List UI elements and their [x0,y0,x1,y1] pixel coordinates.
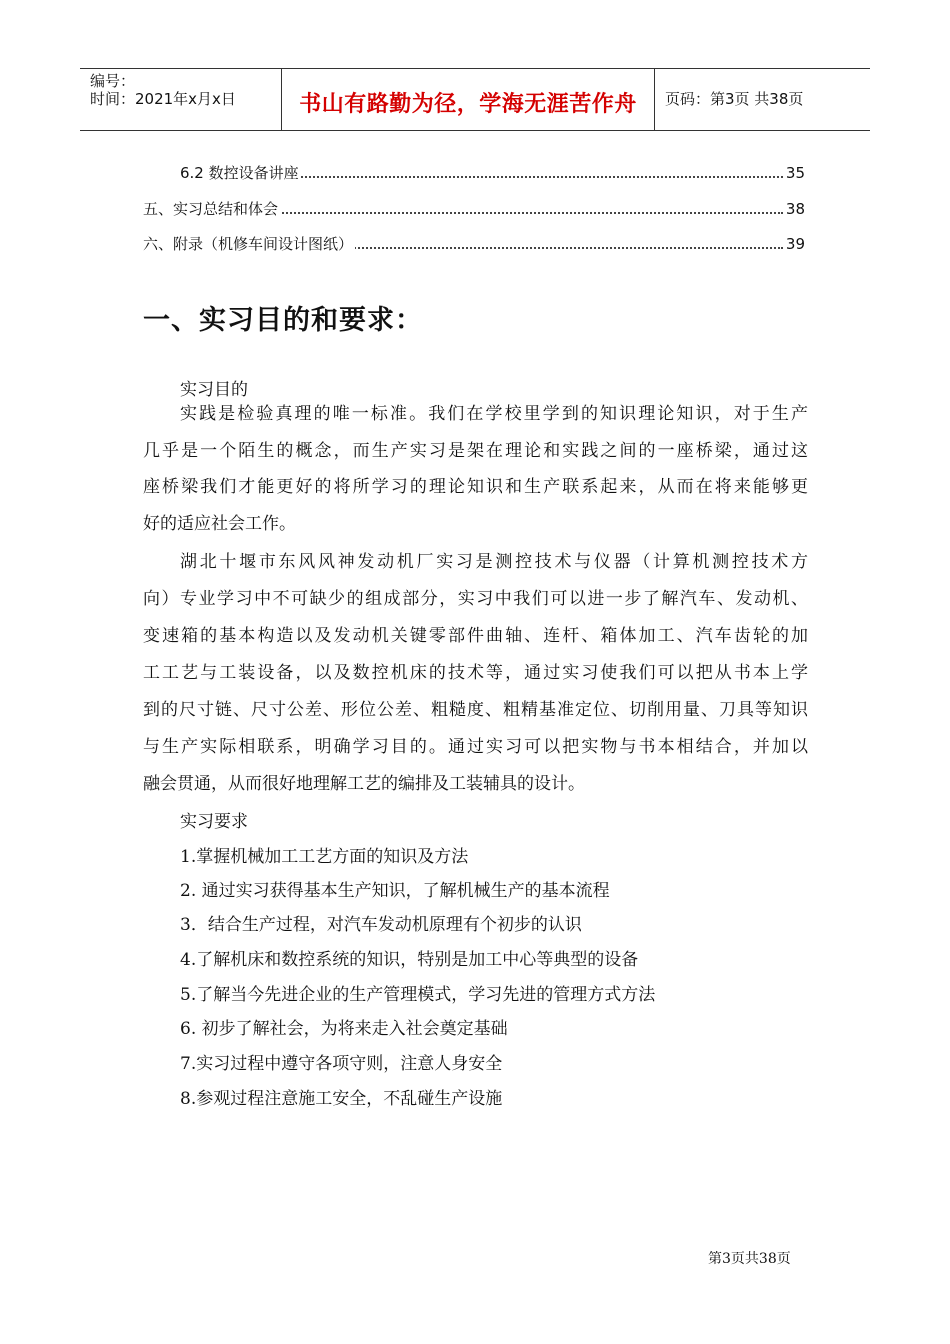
requirement-item: 1.掌握机械加工工艺方面的知识及方法 [180,847,469,867]
paragraph-line: 变速箱的基本构造以及发动机关键零部件曲轴、连杆、箱体加工、汽车齿轮的加 [143,626,808,646]
toc-page: 35 [785,164,805,182]
requirement-item: 8.参观过程注意施工安全，不乱碰生产设施 [180,1089,503,1109]
toc-entry[interactable] [143,233,805,255]
paragraph-line: 与生产实际相联系，明确学习目的。通过实习可以把实物与书本相结合，并加以 [143,737,808,757]
toc-title: 五、实习总结和体会 [143,200,279,218]
page-header [80,68,870,131]
requirement-item: 6. 初步了解社会，为将来走入社会奠定基础 [180,1019,508,1039]
paragraph-line: 到的尺寸链、尺寸公差、形位公差、粗糙度、粗精基准定位、切削用量、刀具等知识 [143,700,808,720]
section-title: 一、实习目的和要求： [143,305,423,336]
requirement-item: 4.了解机床和数控系统的知识，特别是加工中心等典型的设备 [180,950,639,970]
motto: 书山有路勤为径，学海无涯苦作舟 [299,92,637,117]
toc-entry[interactable] [180,162,805,184]
requirement-item: 2. 通过实习获得基本生产知识，了解机械生产的基本流程 [180,881,610,901]
header-meta-cell [80,69,282,130]
toc-entry[interactable] [143,198,805,220]
paragraph-line: 融会贯通，从而很好地理解工艺的编排及工装辅具的设计。 [143,774,585,794]
toc-page: 38 [785,200,805,218]
page-label: 页码：第3页 共38页 [665,90,804,108]
date-label: 时间：2021年x月x日 [90,90,236,108]
header-page-cell [655,69,870,130]
paragraph-line: 湖北十堰市东风风神发动机厂实习是测控技术与仪器（计算机测控技术方 [180,552,808,572]
toc-title: 6.2 数控设备讲座 [180,164,299,182]
requirement-item: 7.实习过程中遵守各项守则，注意人身安全 [180,1054,503,1074]
toc-title: 六、附录（机修车间设计图纸） [143,235,354,253]
requirement-item: 5.了解当今先进企业的生产管理模式，学习先进的管理方式方法 [180,985,656,1005]
requirement-item: 3．结合生产过程，对汽车发动机原理有个初步的认识 [180,915,582,935]
number-label: 编号： [90,72,136,90]
paragraph-line: 工工艺与工装设备，以及数控机床的技术等，通过实习使我们可以把从书本上学 [143,663,808,683]
requirements-heading: 实习要求 [180,812,248,832]
page-footer: 第3页共38页 [708,1251,791,1267]
paragraph-line: 实践是检验真理的唯一标准。我们在学校里学到的知识理论知识，对于生产 [180,404,808,424]
purpose-heading: 实习目的 [180,380,248,400]
paragraph-line: 几乎是一个陌生的概念，而生产实习是架在理论和实践之间的一座桥梁，通过这 [143,441,808,461]
header-motto-cell [282,69,655,130]
toc-page: 39 [785,235,805,253]
paragraph-line: 座桥梁我们才能更好的将所学习的理论知识和生产联系起来，从而在将来能够更 [143,477,808,497]
paragraph-line: 好的适应社会工作。 [143,514,296,534]
paragraph-line: 向）专业学习中不可缺少的组成部分，实习中我们可以进一步了解汽车、发动机、 [143,589,808,609]
